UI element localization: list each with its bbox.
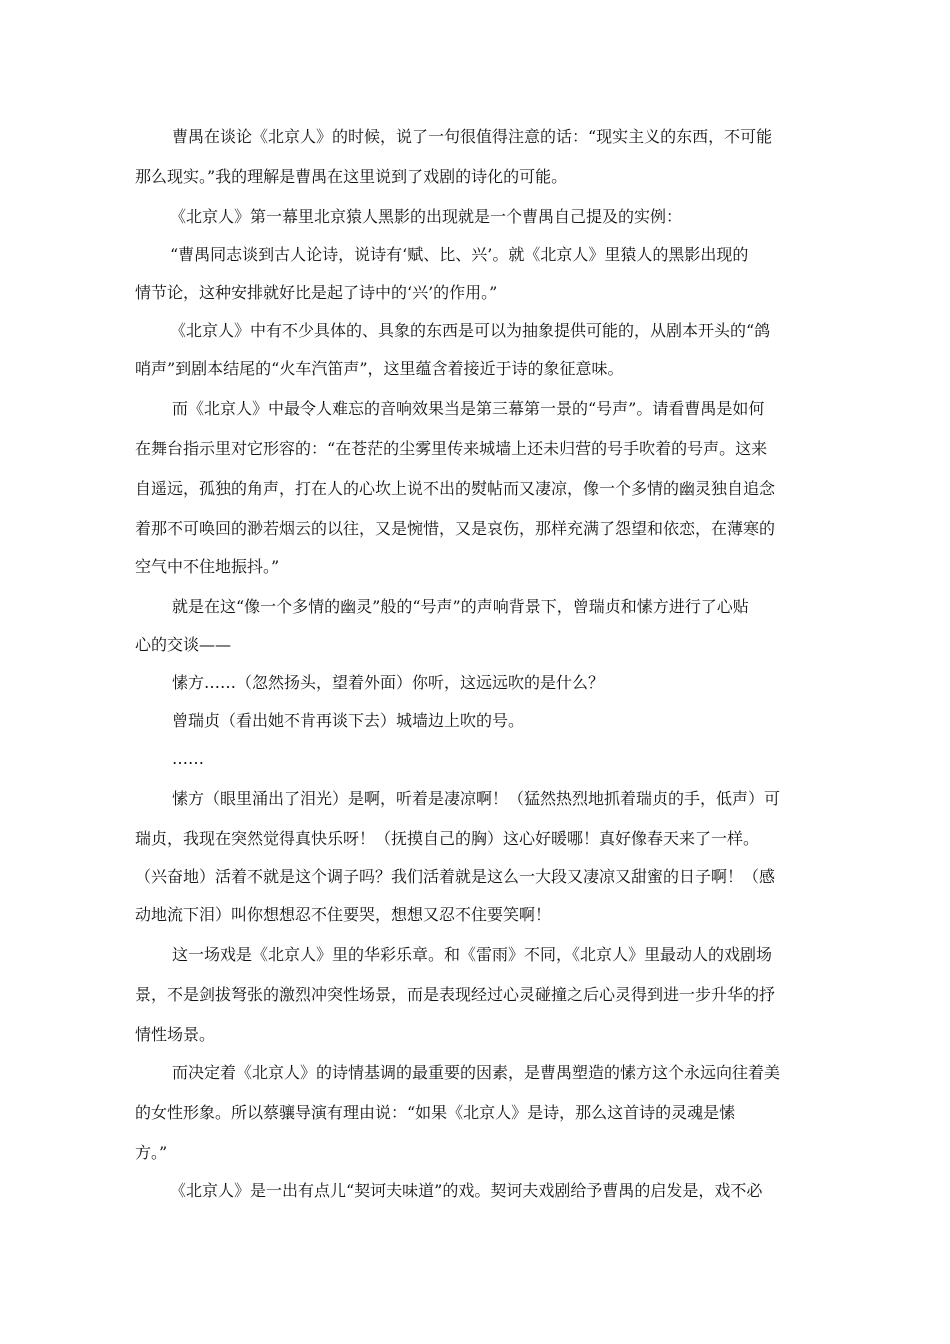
text-line: 情节论，这种安排就好比是起了诗中的‘兴’的作用。” <box>135 283 498 302</box>
text-line: 就是在这“像一个多情的幽灵”般的“号声”的声响背景下，曾瑞贞和愫方进行了心贴 <box>172 597 749 616</box>
text-line: 愫方（眼里涌出了泪光）是啊，听着是凄凉啊！（猛然热烈地抓着瑞贞的手，低声）可 <box>172 789 781 808</box>
text-line: 而《北京人》中最令人难忘的音响效果当是第三幕第一景的“号声”。请看曹禺是如何 <box>172 399 765 418</box>
text-line: 的女性形象。所以蔡骧导演有理由说：“如果《北京人》是诗，那么这首诗的灵魂是愫 <box>135 1103 736 1122</box>
text-line: 《北京人》第一幕里北京猿人黑影的出现就是一个曹禺自己提及的实例： <box>170 207 683 226</box>
text-line: 情性场景。 <box>135 1025 216 1044</box>
text-line: 自遥远，孤独的角声，打在人的心坎上说不出的熨帖而又凄凉，像一个多情的幽灵独自追念 <box>135 479 776 498</box>
text-line: 空气中不住地振抖。” <box>135 557 280 576</box>
text-line: 着那不可唤回的渺若烟云的以往，又是惋惜，又是哀伤，那样充满了怨望和依恋，在薄寒的 <box>135 519 776 538</box>
text-line: 《北京人》中有不少具体的、具象的东西是可以为抽象提供可能的，从剧本开头的“鸽 <box>170 321 771 340</box>
text-line: 景，不是剑拔弩张的激烈冲突性场景，而是表现经过心灵碰撞之后心灵得到进一步升华的抒 <box>135 985 776 1004</box>
text-line: 这一场戏是《北京人》里的华彩乐章。和《雷雨》不同，《北京人》里最动人的戏剧场 <box>172 945 773 964</box>
text-line: 瑞贞，我现在突然觉得真快乐呀！（抚摸自己的胸）这心好暖哪！真好像春天来了一样。 <box>135 829 760 848</box>
text-line: 而决定着《北京人》的诗情基调的最重要的因素，是曹禺塑造的愫方这个永远向往着美 <box>172 1063 781 1082</box>
text-line: 曹禺在谈论《北京人》的时候，说了一句很值得注意的话：“现实主义的东西，不可能 <box>172 127 773 146</box>
text-line: “曹禺同志谈到古人论诗，说诗有‘赋、比、兴’。就《北京人》里猿人的黑影出现的 <box>170 245 749 264</box>
text-line: 《北京人》是一出有点儿“契诃夫味道”的戏。契诃夫戏剧给予曹禺的启发是，戏不必 <box>170 1181 763 1200</box>
text-line: …… <box>172 749 204 768</box>
text-line: 心的交谈—— <box>135 635 232 654</box>
text-line: 在舞台指示里对它形容的：“在苍茫的尘雾里传来城墙上还未归营的号手吹着的号声。这来 <box>135 439 768 458</box>
text-line: （兴奋地）活着不就是这个调子吗？我们活着就是这么一大段又凄凉又甜蜜的日子啊！（感 <box>135 867 776 886</box>
text-line: 那么现实。”我的理解是曹禺在这里说到了戏剧的诗化的可能。 <box>135 167 568 186</box>
text-line: 方。” <box>135 1143 168 1162</box>
text-line: 哨声”到剧本结尾的“火车汽笛声”，这里蕴含着接近于诗的象征意味。 <box>135 359 624 378</box>
text-line: 动地流下泪）叫你想想忍不住要哭，想想又忍不住要笑啊！ <box>135 905 552 924</box>
text-line: 曾瑞贞（看出她不肯再谈下去）城墙边上吹的号。 <box>172 711 525 730</box>
text-line: 愫方……（忽然扬头，望着外面）你听，这远远吹的是什么？ <box>172 673 605 692</box>
